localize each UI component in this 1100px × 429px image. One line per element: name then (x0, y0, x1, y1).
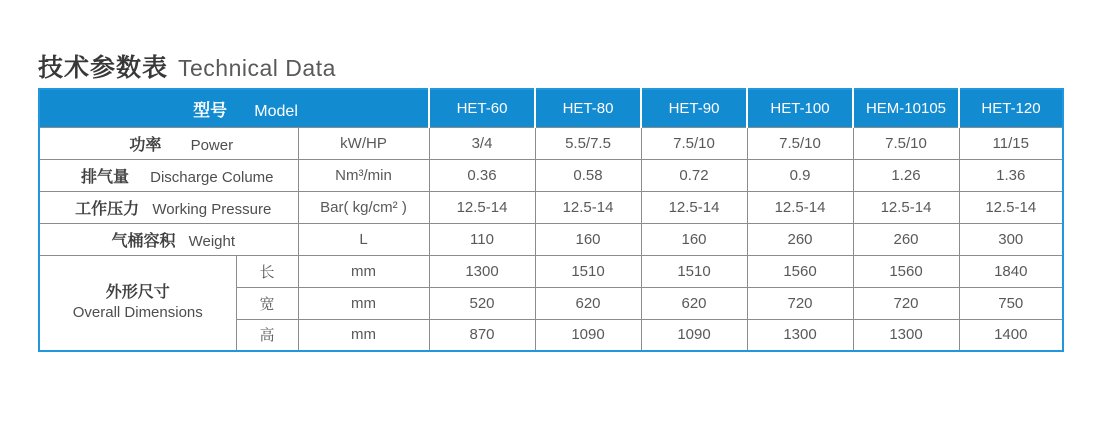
value-cell: 0.9 (747, 159, 853, 191)
value-cell: 1.36 (959, 159, 1063, 191)
value-cell: 1510 (535, 255, 641, 287)
overall-dimensions-cell (39, 255, 236, 351)
value-cell: 750 (959, 287, 1063, 319)
value-cell: 300 (959, 223, 1063, 255)
value-cell: 12.5-14 (747, 191, 853, 223)
value-cell: 0.72 (641, 159, 747, 191)
row-label-working-pressure (39, 191, 298, 223)
row-dimension-length (39, 255, 1063, 287)
table-header-row (39, 89, 1063, 127)
value-cell: 1560 (853, 255, 959, 287)
value-cell: 12.5-14 (429, 191, 535, 223)
value-cell: 520 (429, 287, 535, 319)
value-cell: 1300 (853, 319, 959, 351)
model-label-en: Model (254, 102, 298, 120)
model-column-header: HET-100 (747, 89, 853, 127)
page-title (38, 48, 336, 84)
value-cell: 1560 (747, 255, 853, 287)
value-cell: 7.5/10 (641, 127, 747, 159)
value-cell: 12.5-14 (853, 191, 959, 223)
row-label-zh: 气桶容积 (111, 232, 176, 250)
model-column-header: HET-120 (959, 89, 1063, 127)
unit-cell: Nm³/min (298, 159, 429, 191)
unit-cell: kW/HP (298, 127, 429, 159)
dimension-name: 长 (236, 255, 298, 287)
unit-cell: mm (298, 287, 429, 319)
value-cell: 720 (853, 287, 959, 319)
value-cell: 7.5/10 (747, 127, 853, 159)
value-cell: 260 (853, 223, 959, 255)
page-title-zh: 技术参数表 (38, 54, 169, 82)
overall-dimensions-en: Overall Dimensions (72, 304, 203, 322)
dimension-name: 高 (236, 319, 298, 351)
value-cell: 12.5-14 (641, 191, 747, 223)
value-cell: 0.36 (429, 159, 535, 191)
value-cell: 12.5-14 (535, 191, 641, 223)
unit-cell: L (298, 223, 429, 255)
value-cell: 160 (641, 223, 747, 255)
model-header-cell (39, 89, 429, 127)
value-cell: 1510 (641, 255, 747, 287)
value-cell: 1090 (535, 319, 641, 351)
value-cell: 1.26 (853, 159, 959, 191)
dimension-name: 宽 (236, 287, 298, 319)
unit-cell: mm (298, 255, 429, 287)
value-cell: 620 (535, 287, 641, 319)
model-column-header: HET-60 (429, 89, 535, 127)
value-cell: 110 (429, 223, 535, 255)
row-label-en: Weight (188, 232, 236, 250)
row-label-power (39, 127, 298, 159)
row-label-en: Discharge Colume (150, 168, 274, 186)
value-cell: 1400 (959, 319, 1063, 351)
technical-data-table (38, 88, 1064, 352)
row-label-zh: 工作压力 (75, 200, 140, 218)
value-cell: 12.5-14 (959, 191, 1063, 223)
overall-dimensions-zh: 外形尺寸 (105, 283, 170, 301)
row-label-weight (39, 223, 298, 255)
value-cell: 1090 (641, 319, 747, 351)
row-label-discharge (39, 159, 298, 191)
value-cell: 720 (747, 287, 853, 319)
value-cell: 5.5/7.5 (535, 127, 641, 159)
value-cell: 7.5/10 (853, 127, 959, 159)
model-column-header: HET-80 (535, 89, 641, 127)
value-cell: 0.58 (535, 159, 641, 191)
model-column-header: HEM-10105 (853, 89, 959, 127)
row-label-en: Power (190, 136, 234, 154)
value-cell: 870 (429, 319, 535, 351)
value-cell: 11/15 (959, 127, 1063, 159)
value-cell: 1300 (429, 255, 535, 287)
value-cell: 260 (747, 223, 853, 255)
model-column-header: HET-90 (641, 89, 747, 127)
row-power (39, 127, 1063, 159)
row-weight (39, 223, 1063, 255)
row-working-pressure (39, 191, 1063, 223)
unit-cell: mm (298, 319, 429, 351)
page-title-en: Technical Data (178, 55, 336, 81)
row-label-zh: 功率 (129, 136, 162, 154)
model-label-zh: 型号 (193, 100, 228, 120)
value-cell: 3/4 (429, 127, 535, 159)
row-discharge (39, 159, 1063, 191)
value-cell: 620 (641, 287, 747, 319)
unit-cell: Bar( kg/cm² ) (298, 191, 429, 223)
row-label-zh: 排气量 (80, 168, 129, 186)
value-cell: 1840 (959, 255, 1063, 287)
row-label-en: Working Pressure (152, 200, 272, 218)
value-cell: 160 (535, 223, 641, 255)
value-cell: 1300 (747, 319, 853, 351)
